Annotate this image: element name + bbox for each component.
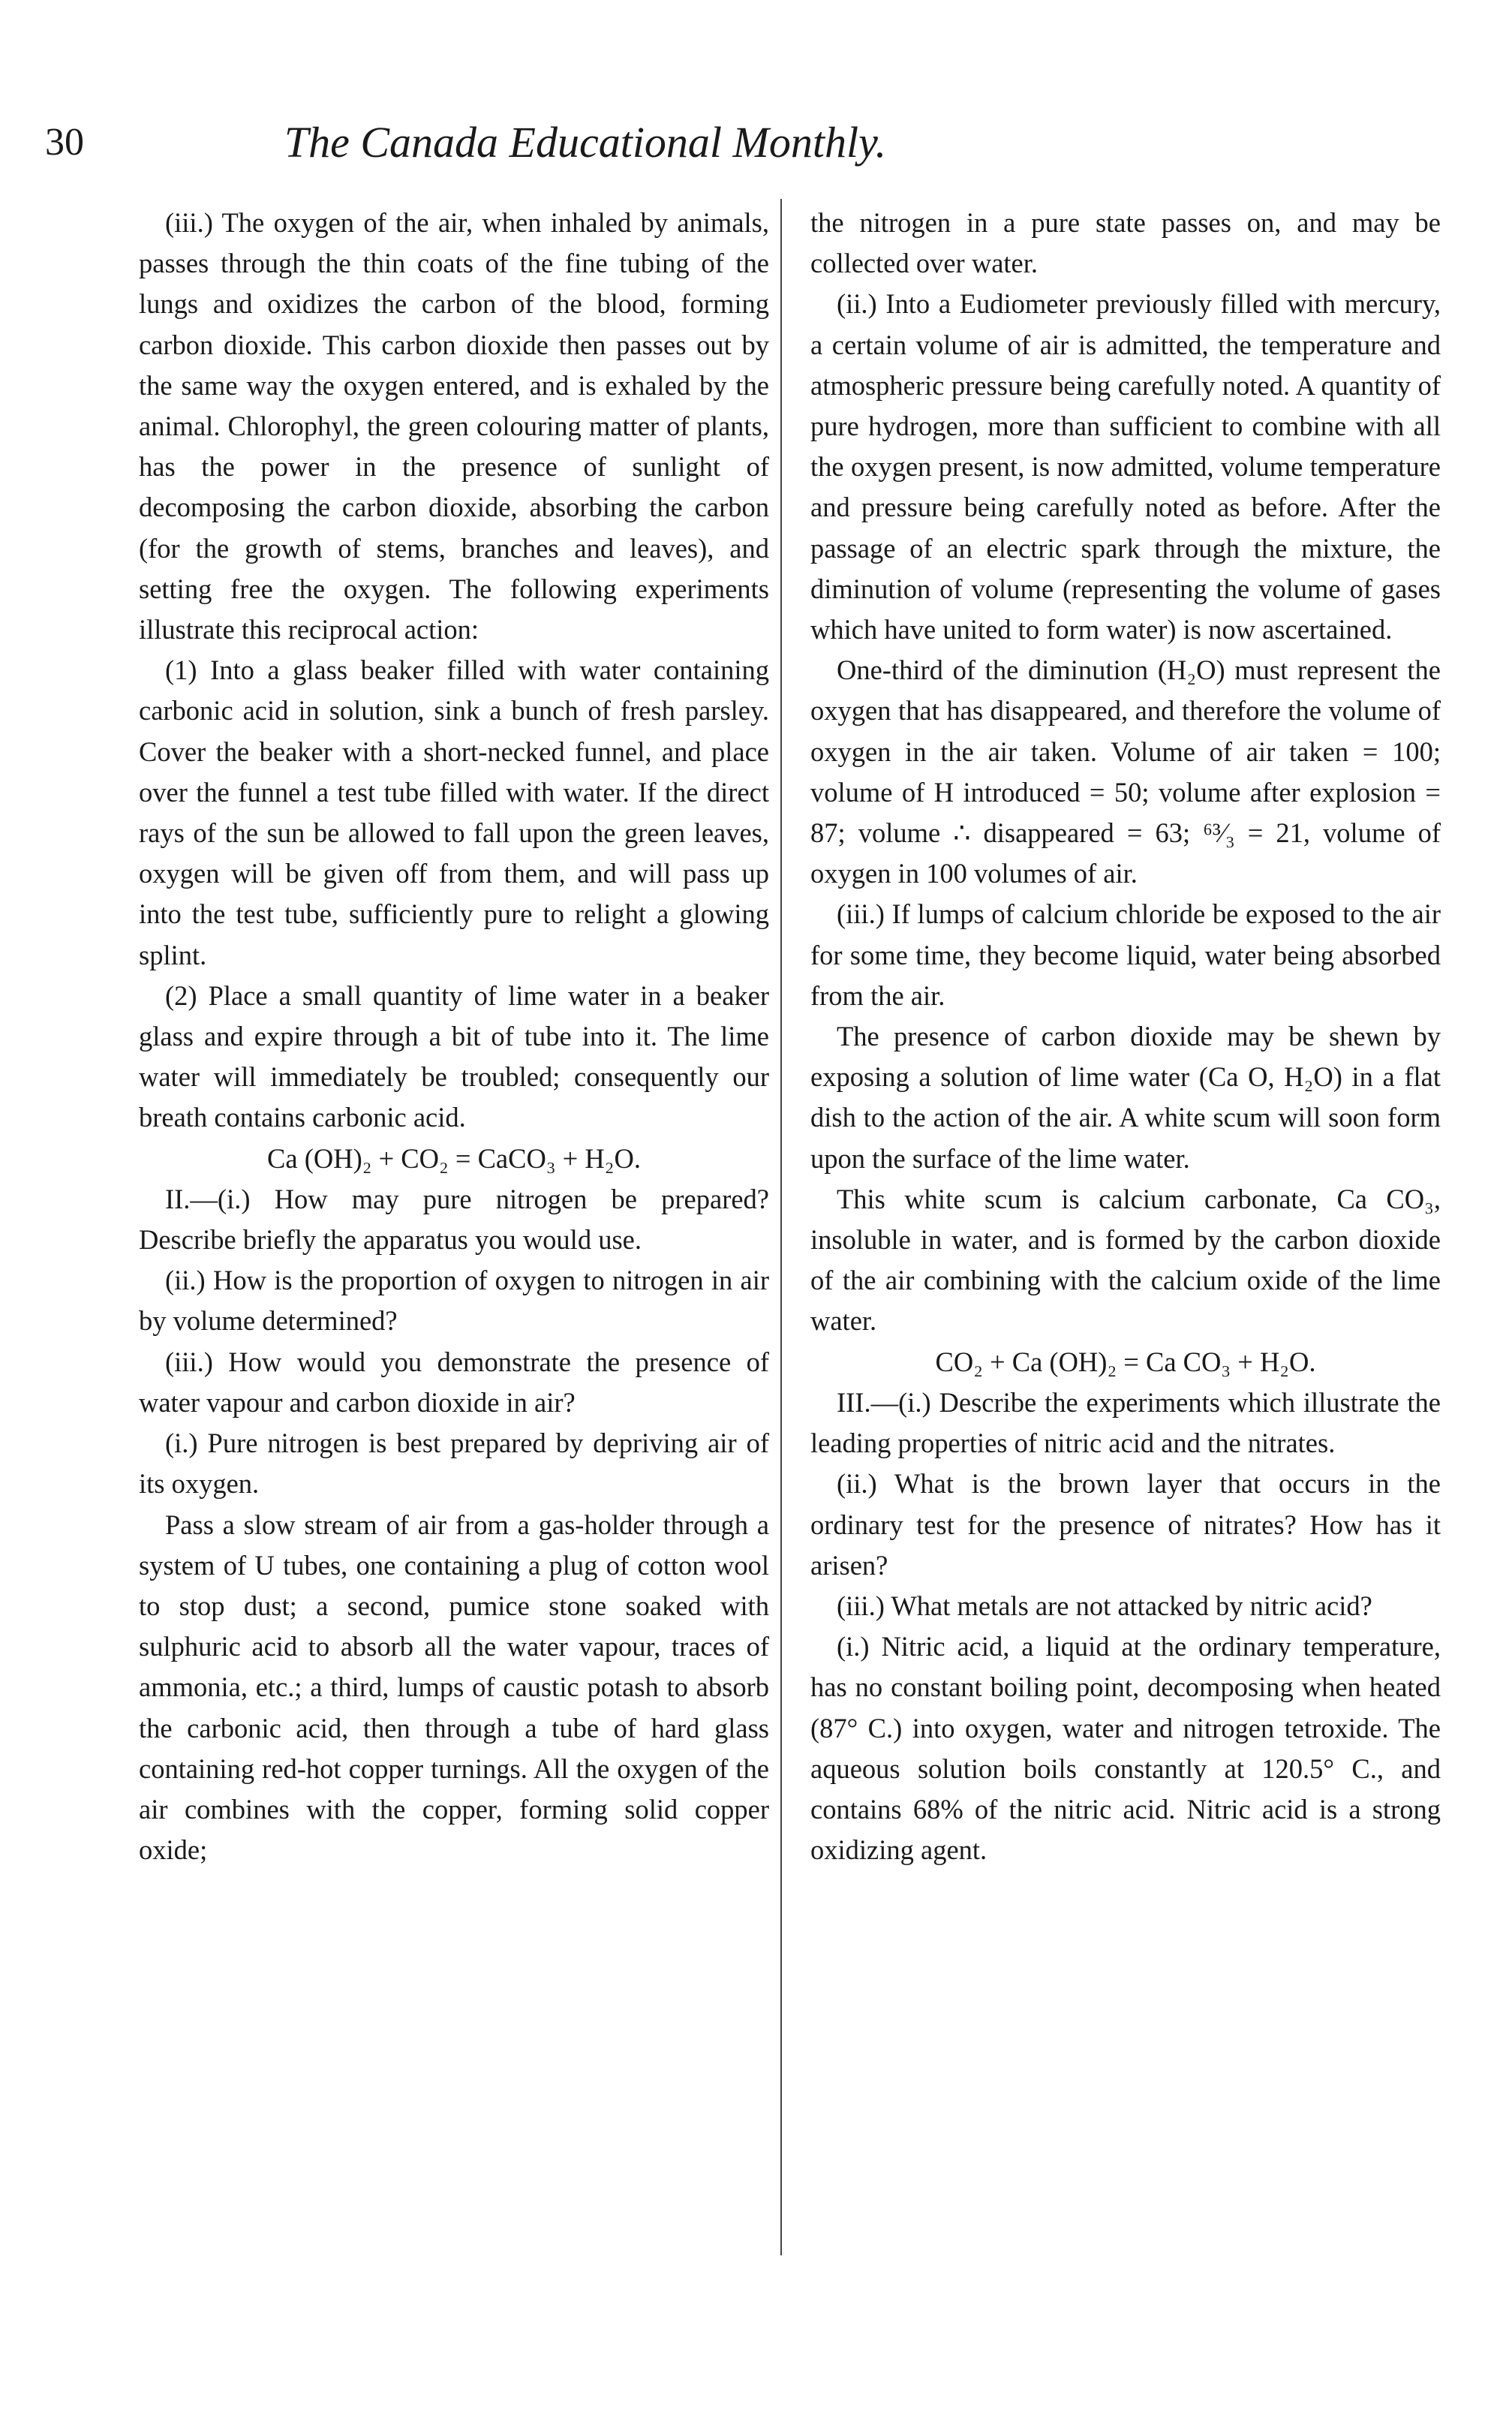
- paragraph: (ii.) How is the proportion of oxygen to nitrogen in air by volume determined?: [139, 1265, 769, 1337]
- paragraph: (i.) Pure nitrogen is best prepared by depriving air of its oxygen.: [139, 1428, 769, 1500]
- paragraph: Pass a slow stream of air from a gas-holder through a system of U tubes, one containing a plug of cotton wool to stop dust; a second, pumice stone soaked with sulphuric acid to absorb all the water vapour, traces of ammonia, etc.; a third, lumps of caustic potash to absorb the carbonic acid, then through a tube of hard glass containing red-hot copper turnings. All the oxygen of the air combines with the copper, forming solid copper oxide;: [139, 1509, 769, 1866]
- page-number: 30: [45, 121, 84, 164]
- paragraph: (iii.) How would you demonstrate the presence of water vapour and carbon dioxide in air?: [139, 1346, 769, 1418]
- paragraph: II.—(i.) How may pure nitrogen be prepared? Describe briefly the apparatus you would use.: [139, 1183, 769, 1256]
- column-divider: [780, 199, 782, 2255]
- paragraph: (1) Into a glass beaker filled with water containing carbonic acid in solution, sink a bunch of fresh parsley. Cover the beaker with a short-necked funnel, and place over the funnel a test tube filled with water. If the direct rays of the sun be allowed to fall upon the green leaves, oxygen will be given off from them, and will pass up into the test tube, sufficiently pure to relight a glowing splint.: [139, 654, 769, 970]
- paragraph: (ii.) Into a Eudiometer previously filled with mercury, a certain volume of air is admitted, the temperature and atmospheric pressure being carefully noted. A quantity of pure hydrogen, more than sufficient to combine with all the oxygen present, is now admitted, volume temperature and pressure being carefully noted as before. After the passage of an electric spark through the mixture, the diminution of volume (representing the volume of gases which have united to form water) is now ascertained.: [810, 288, 1441, 645]
- paragraph: The presence of carbon dioxide may be shewn by exposing a solution of lime water (Ca O, H₂O) in a flat dish to the action of the air. A white scum will soon form upon the surface of the lime water.: [810, 1021, 1441, 1174]
- paragraph: (iii.) What metals are not attacked by nitric acid?: [837, 1590, 1372, 1621]
- right-column: [810, 203, 1441, 1870]
- paragraph: (iii.) If lumps of calcium chloride be exposed to the air for some time, they become liquid, water being absorbed from the air.: [810, 898, 1441, 1011]
- chemical-equation: Ca (OH)₂ + CO₂ = CaCO₃ + H₂O.: [267, 1142, 641, 1174]
- paragraph: the nitrogen in a pure state passes on, and may be collected over water.: [810, 207, 1441, 279]
- left-column: [139, 203, 769, 1870]
- paragraph: One-third of the diminution (H₂O) must represent the oxygen that has disappeared, and therefore the volume of oxygen in the air taken. Volume of air taken = 100; volume of H introduced = 50; volume after explosion = 87; volume ∴ disappeared = 63; ⁶³⁄₃ = 21, volume of oxygen in 100 volumes of air.: [810, 654, 1441, 889]
- paragraph: (ii.) What is the brown layer that occurs in the ordinary test for the presence of nitrates? How has it arisen?: [810, 1468, 1441, 1581]
- paragraph: III.—(i.) Describe the experiments which illustrate the leading properties of nitric acid and the nitrates.: [810, 1386, 1441, 1459]
- paragraph: (i.) Nitric acid, a liquid at the ordinary temperature, has no constant boiling point, decomposing when heated (87° C.) into oxygen, water and nitrogen tetroxide. The aqueous solution boils constantly at 120.5° C., and contains 68% of the nitric acid. Nitric acid is a strong oxidizing agent.: [810, 1631, 1441, 1866]
- paragraph: (2) Place a small quantity of lime water in a beaker glass and expire through a bit of tube into it. The lime water will immediately be troubled; consequently our breath contains carbonic acid.: [139, 979, 769, 1133]
- running-title: The Canada Educational Monthly.: [284, 118, 887, 167]
- paragraph: This white scum is calcium carbonate, Ca CO₃, insoluble in water, and is formed by the carbon dioxide of the air combining with the calcium oxide of the lime water.: [810, 1183, 1441, 1337]
- paragraph: (iii.) The oxygen of the air, when inhaled by animals, passes through the thin coats of the fine tubing of the lungs and oxidizes the carbon of the blood, forming carbon dioxide. This carbon dioxide then passes out by the same way the oxygen entered, and is exhaled by the animal. Chlorophyl, the green colouring matter of plants, has the power in the presence of sunlight of decomposing the carbon dioxide, absorbing the carbon (for the growth of stems, branches and leaves), and setting free the oxygen. The following experiments illustrate this reciprocal action:: [139, 207, 769, 645]
- chemical-equation: CO₂ + Ca (OH)₂ = Ca CO₃ + H₂O.: [935, 1346, 1316, 1377]
- page-header: [45, 113, 1126, 173]
